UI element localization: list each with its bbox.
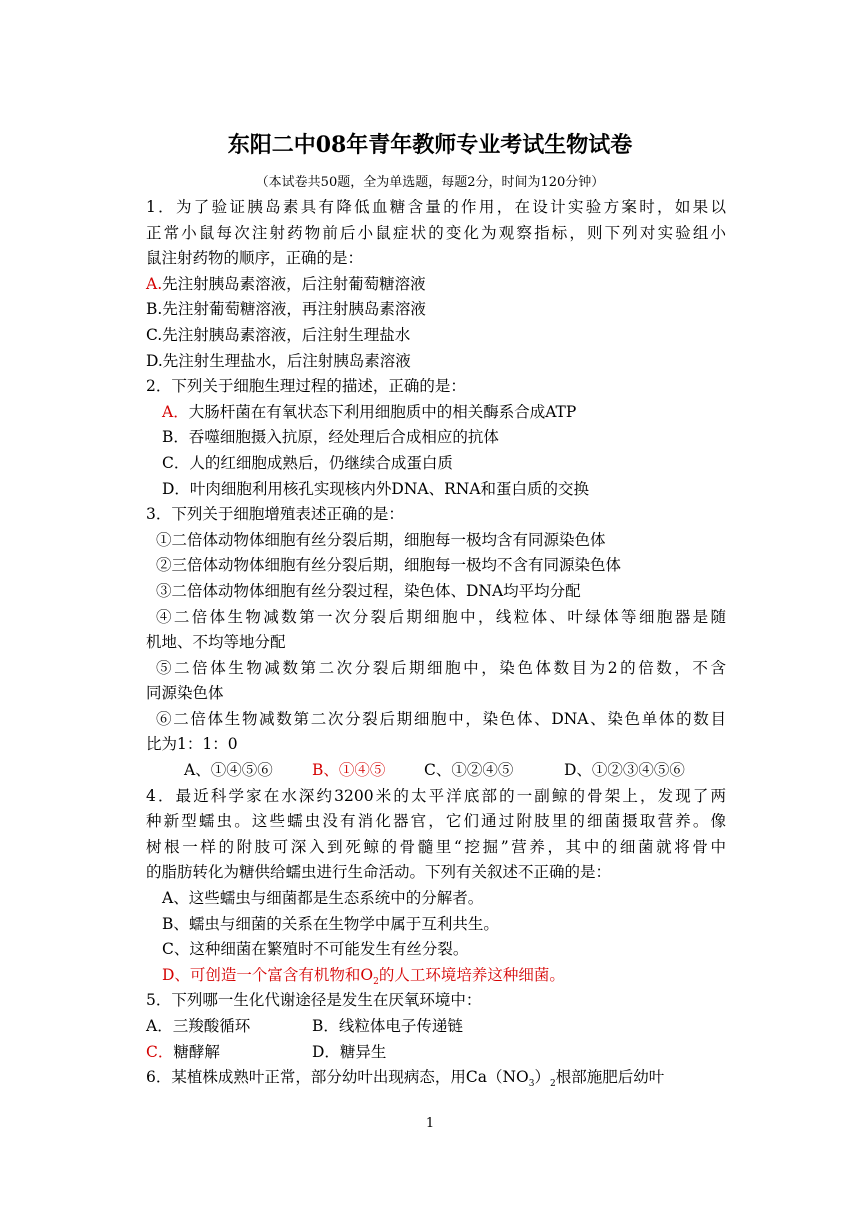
page-number: 1 xyxy=(425,1116,435,1131)
q3-statement-5: ⑤二倍体生物减数第二次分裂后期细胞中，染色体数目为2的倍数，不含 xyxy=(156,658,726,677)
q4-option-a: A、这些蠕虫与细菌都是生态系统中的分解者。 xyxy=(162,889,484,908)
q1-option-b: B.先注射葡萄糖溶液，再注射胰岛素溶液 xyxy=(146,300,426,319)
q5-options-row-2 xyxy=(146,1040,726,1066)
q2-stem: 2．下列关于细胞生理过程的描述，正确的是： xyxy=(146,377,466,396)
q4-option-d xyxy=(146,963,726,989)
stem-text: ） xyxy=(534,1068,550,1087)
answer-key-mark: C． xyxy=(146,1042,174,1061)
q1-stem-line: 1．为了验证胰岛素具有降低血糖含量的作用，在设计实验方案时，如果以 xyxy=(146,198,726,216)
q4-stem-line: 4．最近科学家在水深约3200米的太平洋底部的一副鲸的骨架上，发现了两 xyxy=(146,786,726,805)
q1-option-a xyxy=(146,272,726,298)
option-text: 的人工环境培养这种细菌。 xyxy=(378,965,565,984)
q5-option-b: B．线粒体电子传递链 xyxy=(312,1017,463,1035)
q2-option-b: B．吞噬细胞摄入抗原，经处理后合成相应的抗体 xyxy=(162,428,499,447)
q3-option-d: D、①②③④⑤⑥ xyxy=(564,761,685,780)
q3-statement-1: ①二倍体动物体细胞有丝分裂后期，细胞每一极均含有同源染色体 xyxy=(156,530,606,549)
q4-stem-line: 树根一样的附肢可深入到死鲸的骨髓里“挖掘”营养，其中的细菌就将骨中 xyxy=(146,837,726,856)
q3-statement-4-cont: 机地、不均等地分配 xyxy=(146,633,286,652)
q2-option-c: C．人的红细胞成熟后，仍继续合成蛋白质 xyxy=(162,453,453,472)
q1-option-d: D.先注射生理盐水，后注射胰岛素溶液 xyxy=(146,351,411,370)
q5-option-a: A．三羧酸循环 xyxy=(146,1017,251,1035)
page-title: 东阳二中08年青年教师专业考试生物试卷 xyxy=(227,132,633,158)
option-text: 先注射胰岛素溶液，后注射葡萄糖溶液 xyxy=(162,274,426,293)
q3-statement-5-cont: 同源染色体 xyxy=(146,684,224,703)
q3-statement-6-cont: 比为1：1：0 xyxy=(146,735,238,754)
q3-options xyxy=(146,758,726,784)
questions xyxy=(146,195,726,1091)
q4-stem-line: 种新型蠕虫。这些蠕虫没有消化器官，它们通过附肢里的细菌摄取营养。像 xyxy=(146,812,726,831)
exam-instructions: （本试卷共50题，全为单选题，每题2分，时间为120分钟） xyxy=(255,175,605,190)
option-text: 大肠杆菌在有氧状态下利用细胞质中的相关酶系合成ATP xyxy=(188,402,577,421)
q4-option-c: C、这种细菌在繁殖时不可能发生有丝分裂。 xyxy=(162,940,469,959)
q2-option-d: D．叶肉细胞利用核孔实现核内外DNA、RNA和蛋白质的交换 xyxy=(162,479,590,498)
q3-option-a: A、①④⑤⑥ xyxy=(184,761,273,780)
q3-statement-4: ④二倍体生物减数第一次分裂后期细胞中，线粒体、叶绿体等细胞器是随 xyxy=(156,607,726,626)
q3-statement-3: ③二倍体动物体细胞有丝分裂过程，染色体、DNA均平均分配 xyxy=(156,581,581,600)
q3-statement-6: ⑥二倍体生物减数第二次分裂后期细胞中，染色体、DNA、染色单体的数目 xyxy=(156,709,726,728)
q5-option-d: D．糖异生 xyxy=(312,1042,387,1061)
stem-text: 6．某植株成熟叶正常，部分幼叶出现病态，用Ca（NO xyxy=(146,1068,529,1087)
q1-stem-line: 正常小鼠每次注射药物前后小鼠症状的变化为观察指标，则下列对实验组小 xyxy=(146,223,726,242)
q3-option-c: C、①②④⑤ xyxy=(424,761,514,780)
q1-option-c: C.先注射胰岛素溶液，后注射生理盐水 xyxy=(146,325,411,344)
q6-stem-line xyxy=(146,1065,726,1091)
q5-option-c xyxy=(146,1040,312,1066)
q4-stem-line: 的脂肪转化为糖供给蠕虫进行生命活动。下列有关叙述不正确的是： xyxy=(146,863,612,882)
q5-options-row-1 xyxy=(146,1014,726,1040)
answer-key-mark: A． xyxy=(162,402,189,421)
q2-option-a xyxy=(146,400,726,426)
subscript: 2 xyxy=(549,1079,556,1090)
q1-stem-line: 鼠注射药物的顺序，正确的是： xyxy=(146,249,364,268)
option-text: 糖酵解 xyxy=(173,1042,220,1061)
option-text: D、可创造一个富含有机物和O xyxy=(162,965,374,984)
q3-statement-2: ②三倍体动物体细胞有丝分裂后期，细胞每一极均不含有同源染色体 xyxy=(156,556,622,575)
q4-option-b: B、蠕虫与细菌的关系在生物学中属于互利共生。 xyxy=(162,914,499,933)
q5-stem: 5．下列哪一生化代谢途径是发生在厌氧环境中： xyxy=(146,991,482,1010)
answer-key-mark: A. xyxy=(146,274,163,293)
stem-text: 根部施肥后幼叶 xyxy=(555,1068,665,1087)
q3-option-b: B、①④⑤ xyxy=(312,761,386,780)
subscript: 2 xyxy=(373,976,379,987)
subscript: 3 xyxy=(528,1079,535,1090)
q3-stem: 3．下列关于细胞增殖表述正确的是： xyxy=(146,505,404,524)
